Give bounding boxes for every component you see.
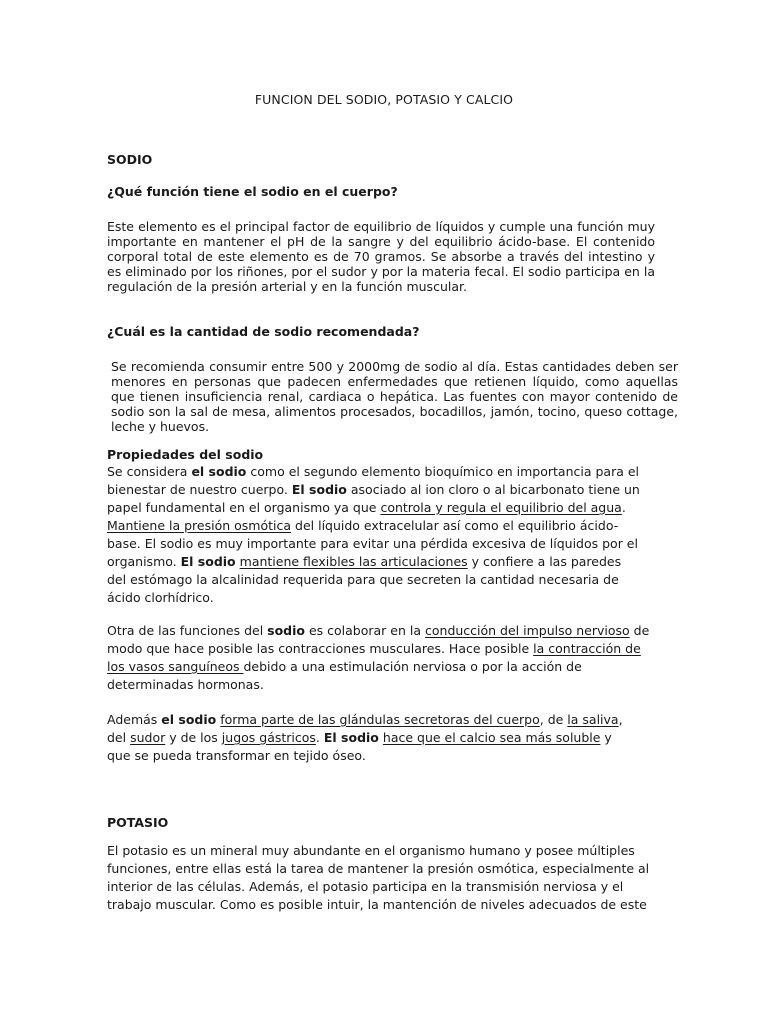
text-run: y de los [165,730,222,745]
link-impulso-nervioso[interactable]: conducción del impulso nervioso [425,623,630,638]
subheading-propiedades-sodio: Propiedades del sodio [107,447,264,462]
section-heading-sodio: SODIO [107,152,153,167]
text-run: . [621,500,626,515]
question-sodio-cantidad: ¿Cuál es la cantidad de sodio recomendada? [107,324,420,339]
link-calcio-soluble[interactable]: hace que el calcio sea más soluble [382,730,601,745]
link-equilibrio-agua[interactable]: controla y regula el equilibrio del agua [380,500,622,515]
paragraph-sodio-funcion: Este elemento es el principal factor de equilibrio de líquidos y cumple una función muy importante en mantener el pH de la sangre y del equilibrio ácido-base. El contenido corporal total de este elemento es de 70 gramos. Se absorbe a través del intestino y es eliminado por los riñones, por el sudor y por la materia fecal. El sodio participa en la regulación de la presión arterial y en la función muscular. [107,219,655,294]
bold-term: el sodio [161,712,217,727]
paragraph-sodio-impulso [107,622,651,694]
text-run: . [315,730,324,745]
text-run: del líquido extracelular así como el equilibrio ácido-base. El sodio es muy importante para evitar una pérdida excesiva de líquidos por el organismo. [107,518,638,569]
text-run: Se considera [107,464,192,479]
bold-term: El sodio [323,730,379,745]
text-run: debido a una estimulación nerviosa o por la acción de determinadas hormonas. [107,659,582,692]
text-run: Además [107,712,162,727]
text-run: de modo que hace posible las contracciones musculares. Hace posible [107,623,650,656]
paragraph-propiedades-sodio [107,463,643,607]
bold-term: El sodio [180,554,236,569]
text-run: , de [539,712,568,727]
bold-term: el sodio [191,464,247,479]
text-run: Otra de las funciones del [107,623,268,638]
text-run: como el segundo elemento bioquímico en importancia para el bienestar de nuestro cuerpo. [107,464,640,497]
text-run: asociado al ion cloro o al bicarbonato tiene un papel fundamental en el organismo ya que [107,482,640,515]
bold-term: sodio [267,623,305,638]
link-saliva[interactable]: la saliva [567,712,619,727]
paragraph-potasio: El potasio es un mineral muy abundante en el organismo humano y posee múltiples funciones, entre ellas está la tarea de mantener la presión osmótica, especialmente al interior de las células. Además, el potasio participa en la transmisión nerviosa y el trabajo muscular. Como es posible intuir, la mantención de niveles adecuados de este [107,843,650,912]
link-jugos-gastricos[interactable]: jugos gástricos [221,730,316,745]
paragraph-sodio-ademas [107,711,637,765]
text-run: y que se pueda transformar en tejido óseo. [107,730,612,763]
link-articulaciones[interactable]: mantiene flexibles las articulaciones [239,554,468,569]
link-contraccion-vasos[interactable]: la contracción de los vasos sanguíneos [107,641,641,674]
link-presion-osmotica[interactable]: Mantiene la presión osmótica [107,518,292,533]
section-heading-potasio: POTASIO [107,815,169,830]
text-run: y confiere a las paredes del estómago la alcalinidad requerida para que secreten la cantidad necesaria de ácido clorhídrico. [107,554,622,605]
document-title: FUNCION DEL SODIO, POTASIO Y CALCIO [254,92,514,107]
text-run: , del [107,712,623,745]
link-glandulas-secretoras[interactable]: forma parte de las glándulas secretoras del cuerpo [220,712,540,727]
link-sudor[interactable]: sudor [130,730,166,745]
text-run: es colaborar en la [305,623,425,638]
bold-term: El sodio [291,482,347,497]
question-sodio-funcion: ¿Qué función tiene el sodio en el cuerpo? [107,184,398,199]
paragraph-sodio-cantidad: Se recomienda consumir entre 500 y 2000mg de sodio al día. Estas cantidades deben ser menores en personas que padecen enfermedades que retienen líquido, como aquellas que tienen insuficiencia renal, cardiaca o hepática. Las fuentes con mayor contenido de sodio son la sal de mesa, alimentos procesados, bocadillos, jamón, tocino, queso cottage, leche y huevos. [111,359,678,434]
